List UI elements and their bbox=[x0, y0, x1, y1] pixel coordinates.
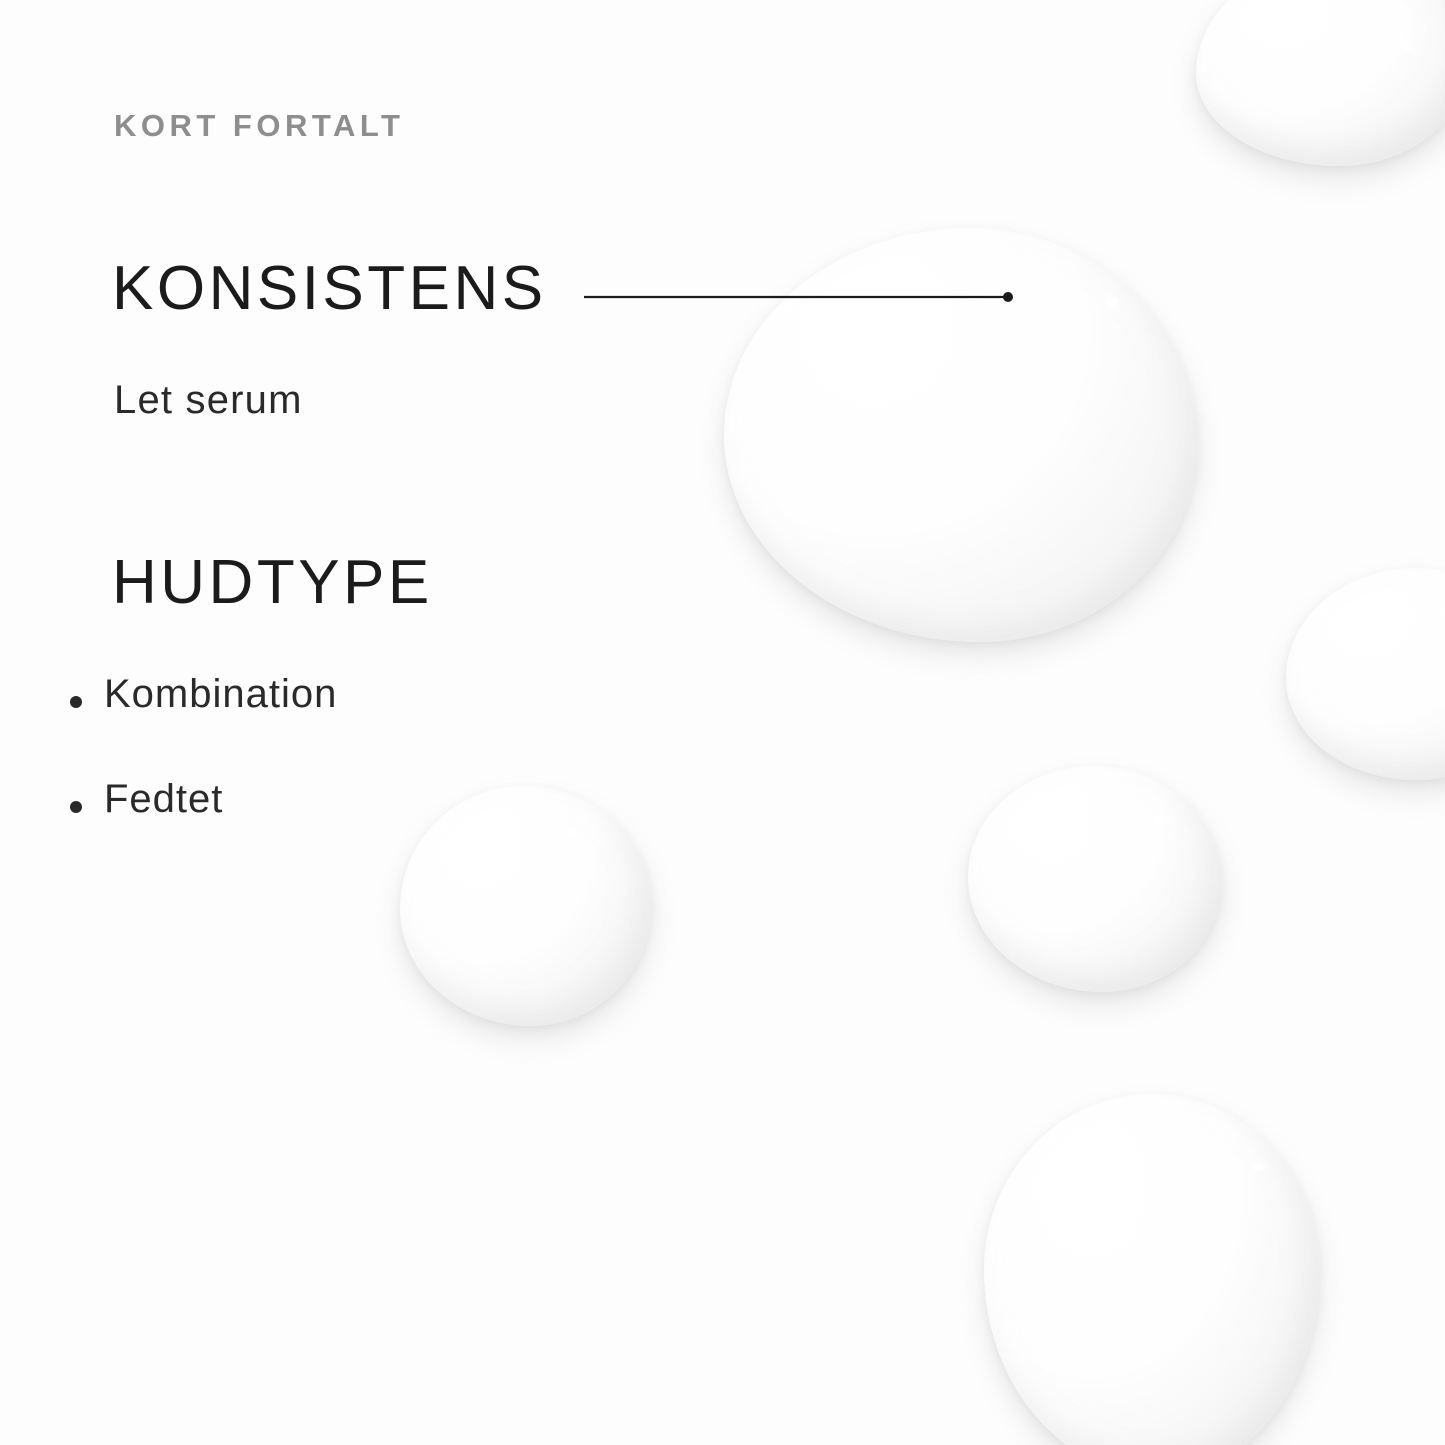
list-item bbox=[70, 777, 590, 822]
value-konsistens: Let serum bbox=[114, 378, 303, 422]
heading-konsistens: KONSISTENS bbox=[112, 254, 547, 323]
section-eyebrow: KORT FORTALT bbox=[114, 108, 405, 143]
hudtype-list bbox=[70, 672, 590, 882]
list-item-label: Kombination bbox=[104, 672, 338, 716]
leader-line-icon bbox=[584, 283, 1024, 311]
bullet-dot-icon bbox=[70, 696, 82, 708]
heading-hudtype: HUDTYPE bbox=[112, 548, 433, 617]
bullet-dot-icon bbox=[70, 801, 82, 813]
list-item-label: Fedtet bbox=[104, 777, 224, 821]
list-item bbox=[70, 672, 590, 717]
